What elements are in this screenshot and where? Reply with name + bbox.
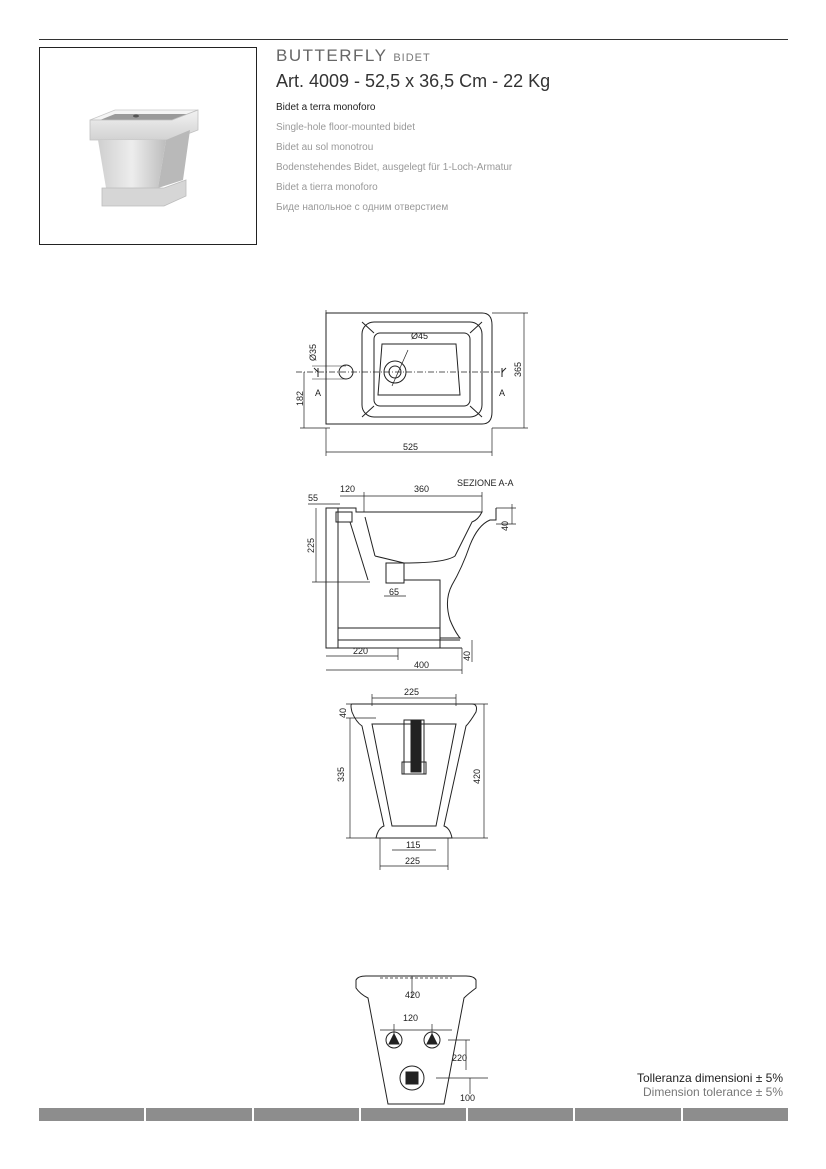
section-dim-40-top: 40 [500,520,510,531]
front-dim-top-width: 225 [404,687,420,697]
tolerance-en: Dimension tolerance ± 5% [643,1085,783,1099]
section-dim-360: 360 [414,484,430,494]
section-dim-400: 400 [414,660,430,670]
footer-segment [468,1108,575,1121]
article-line: Art. 4009 - 52,5 x 36,5 Cm - 22 Kg [276,71,551,91]
section-dim-120: 120 [340,484,356,494]
plan-dim-depth: 365 [513,361,523,377]
product-name: BUTTERFLY [276,46,388,65]
section-dim-40-bottom: 40 [462,650,472,661]
rear-dim-outlet-height: 100 [460,1093,476,1103]
front-dim-inner: 115 [406,840,421,850]
front-dim-height: 420 [472,768,482,784]
section-mark-right: A [499,388,506,398]
front-dim-rim: 40 [338,707,348,718]
description-fr: Bidet au sol monotrou [276,142,374,153]
rear-dim-top: 420 [405,990,421,1000]
rear-dim-fixings: 120 [403,1013,419,1023]
plan-dim-width: 525 [403,442,419,452]
section-dim-55: 55 [308,493,319,503]
footer-segment [575,1108,682,1121]
footer-bar [39,1108,788,1121]
product-category: BIDET [393,52,431,64]
description-ru: Биде напольное с одним отверстием [276,202,449,213]
plan-dim-hole: Ø35 [308,343,318,361]
footer-segment [39,1108,146,1121]
rear-dim-fix-height: 220 [452,1053,468,1063]
rear-view [356,976,488,1104]
footer-segment [683,1108,788,1121]
section-dim-65: 65 [389,587,400,597]
front-dim-body: 335 [336,766,346,782]
section-title: SEZIONE A-A [457,478,514,488]
section-view [308,492,516,674]
front-dim-base: 225 [405,856,421,866]
description-es: Bidet a tierra monoforo [276,182,378,193]
section-dim-225: 225 [306,537,316,553]
footer-segment [146,1108,253,1121]
tolerance-it: Tolleranza dimensioni ± 5% [637,1071,783,1085]
section-mark-left: A [315,388,322,398]
description-de: Bodenstehendes Bidet, ausgelegt für 1-Loch-Armatur [276,162,513,173]
tolerance-note [637,1071,783,1099]
section-dim-220: 220 [353,646,369,656]
description-en: Single-hole floor-mounted bidet [276,122,415,133]
description-it: Bidet a terra monoforo [276,102,376,113]
footer-segment [254,1108,361,1121]
plan-dim-offset: 182 [295,390,305,406]
plan-dim-drain: Ø45 [411,331,429,341]
footer-segment [361,1108,468,1121]
